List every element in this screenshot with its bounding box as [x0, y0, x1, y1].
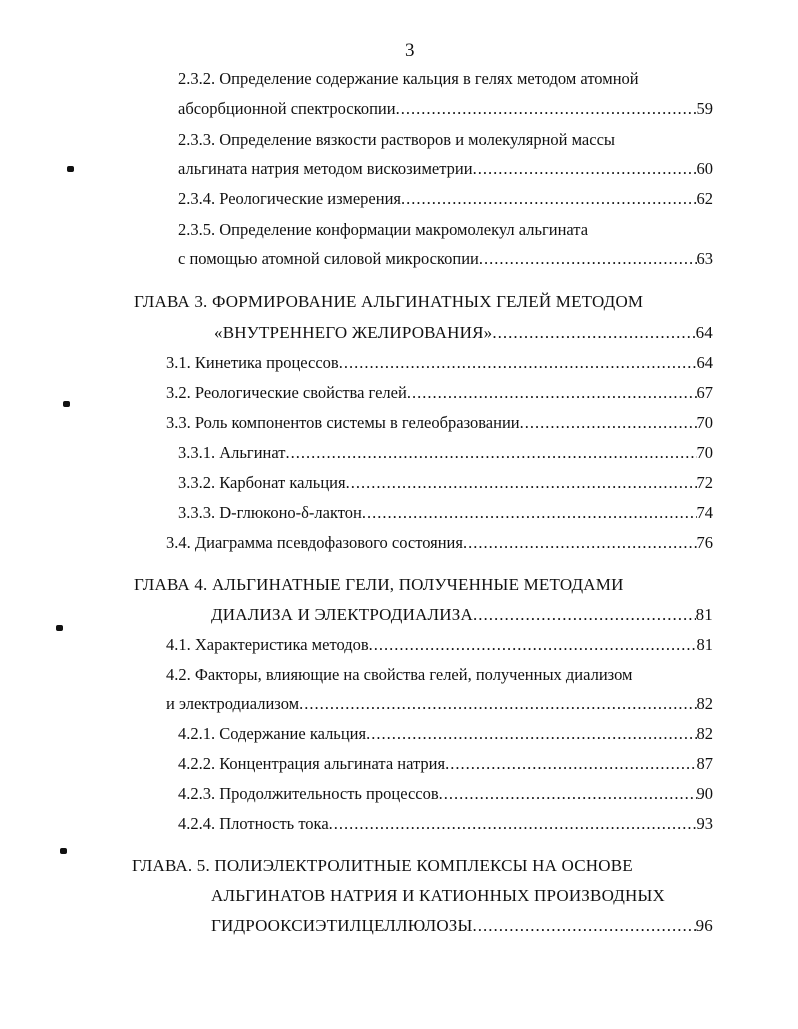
toc-page-number: 62: [696, 189, 713, 208]
toc-page-number: 59: [696, 99, 713, 118]
dot-leader: [479, 249, 697, 269]
toc-page-number: 76: [696, 533, 713, 552]
toc-entry-title: 4.2.4. Плотность тока: [178, 814, 329, 833]
toc-entry: [178, 814, 713, 834]
toc-entry-title: абсорбционной спектроскопии: [178, 99, 396, 118]
toc-page-number: 67: [696, 383, 713, 402]
chapter-heading: ГЛАВА 3. ФОРМИРОВАНИЕ АЛЬГИНАТНЫХ ГЕЛЕЙ МЕТОДОМ: [134, 292, 644, 311]
toc-entry-title: 3.4. Диаграмма псевдофазового состояния: [166, 533, 463, 552]
toc-entry-title: 4.1. Характеристика методов: [166, 635, 369, 654]
toc-page-number: 64: [695, 323, 713, 342]
dot-leader: [407, 383, 697, 403]
toc-entry: [178, 784, 713, 804]
toc-entry: [166, 383, 713, 403]
dot-leader: [366, 724, 696, 744]
toc-entry: [178, 473, 713, 493]
toc-entry: [166, 353, 713, 373]
toc-page-number: 60: [696, 159, 713, 178]
chapter-heading: АЛЬГИНАТОВ НАТРИЯ И КАТИОННЫХ ПРОИЗВОДНЫХ: [211, 886, 665, 905]
dot-leader: [445, 754, 696, 774]
toc-entry: [214, 323, 713, 343]
dot-leader: [520, 413, 697, 433]
dot-leader: [492, 323, 695, 343]
dot-leader: [362, 503, 697, 523]
toc-entry: [178, 99, 713, 119]
toc-entry: [178, 754, 713, 774]
toc-entry-title: 3.2. Реологические свойства гелей: [166, 383, 407, 402]
toc-entry-title: с помощью атомной силовой микроскопии: [178, 249, 479, 268]
toc-entry-title: ДИАЛИЗА И ЭЛЕКТРОДИАЛИЗА: [211, 605, 473, 624]
dot-leader: [285, 443, 696, 463]
toc-entry-title: 3.3.1. Альгинат: [178, 443, 286, 462]
toc-entry: [166, 533, 713, 553]
toc-entry-title: 2.3.4. Реологические измерения: [178, 189, 401, 208]
toc-entry-title: 4.2.3. Продолжительность процессов: [178, 784, 439, 803]
toc-entry-title: «ВНУТРЕННЕГО ЖЕЛИРОВАНИЯ»: [214, 323, 493, 342]
toc-page-number: 70: [696, 413, 713, 432]
toc-entry-text: 2.3.2. Определение содержание кальция в гелях методом атомной: [178, 69, 639, 88]
scan-speck: [60, 848, 67, 854]
dot-leader: [396, 99, 697, 119]
dot-leader: [346, 473, 697, 493]
toc-entry: [166, 635, 713, 655]
toc-entry-title: 4.2.1. Содержание кальция: [178, 724, 367, 743]
toc-page-number: 74: [696, 503, 713, 522]
chapter-heading: ГЛАВА. 5. ПОЛИЭЛЕКТРОЛИТНЫЕ КОМПЛЕКСЫ НА ОСНОВЕ: [132, 856, 633, 875]
toc-entry-title: 3.3. Роль компонентов системы в гелеобразовании: [166, 413, 520, 432]
toc-entry-text: 2.3.5. Определение конформации макромолекул альгината: [178, 220, 589, 239]
scan-speck: [56, 625, 63, 631]
toc-entry-title: ГИДРООКСИЭТИЛЦЕЛЛЮЛОЗЫ: [211, 916, 473, 935]
toc-entry: [178, 249, 713, 269]
toc-entry-title: 4.2.2. Концентрация альгината натрия: [178, 754, 446, 773]
toc-entry: [178, 443, 713, 463]
toc-page-number: 96: [695, 916, 713, 935]
page-number: 3: [405, 40, 415, 61]
toc-entry: [178, 159, 713, 179]
toc-entry: [178, 189, 713, 209]
toc-entry: [178, 724, 713, 744]
toc-page-number: 70: [696, 443, 713, 462]
toc-entry: [166, 694, 713, 714]
dot-leader: [299, 694, 696, 714]
toc-page-number: 72: [696, 473, 713, 492]
scan-speck: [63, 401, 70, 407]
toc-page-number: 90: [696, 784, 713, 803]
toc-entry-title: альгината натрия методом вискозиметрии: [178, 159, 473, 178]
dot-leader: [401, 189, 697, 209]
dot-leader: [329, 814, 697, 834]
toc-entry-text: 2.3.3. Определение вязкости растворов и молекулярной массы: [178, 130, 615, 149]
toc-page-number: 87: [696, 754, 713, 773]
chapter-heading: ГЛАВА 4. АЛЬГИНАТНЫЕ ГЕЛИ, ПОЛУЧЕННЫЕ МЕТОДАМИ: [134, 575, 624, 594]
toc-entry-title: и электродиализом: [166, 694, 300, 713]
dot-leader: [439, 784, 697, 804]
toc-entry-title: 3.3.2. Карбонат кальция: [178, 473, 346, 492]
dot-leader: [369, 635, 697, 655]
toc-entry: [211, 916, 713, 936]
toc-page-number: 82: [696, 694, 713, 713]
toc-entry-text: 4.2. Факторы, влияющие на свойства гелей, полученных диализом: [166, 665, 633, 684]
toc-page-number: 63: [696, 249, 713, 268]
scan-speck: [67, 166, 74, 172]
dot-leader: [473, 159, 697, 179]
toc-entry: [166, 413, 713, 433]
toc-entry: [211, 605, 713, 625]
toc-page-number: 64: [696, 353, 713, 372]
toc-page-number: 93: [696, 814, 713, 833]
dot-leader: [473, 916, 696, 936]
toc-page-number: 81: [695, 605, 713, 624]
dot-leader: [339, 353, 697, 373]
dot-leader: [463, 533, 697, 553]
toc-page-number: 81: [696, 635, 713, 654]
dot-leader: [473, 605, 696, 625]
toc-entry-title: 3.1. Кинетика процессов: [166, 353, 339, 372]
toc-entry-title: 3.3.3. D-глюконо-δ-лактон: [178, 503, 362, 522]
toc-entry: [178, 503, 713, 523]
toc-page-number: 82: [696, 724, 713, 743]
